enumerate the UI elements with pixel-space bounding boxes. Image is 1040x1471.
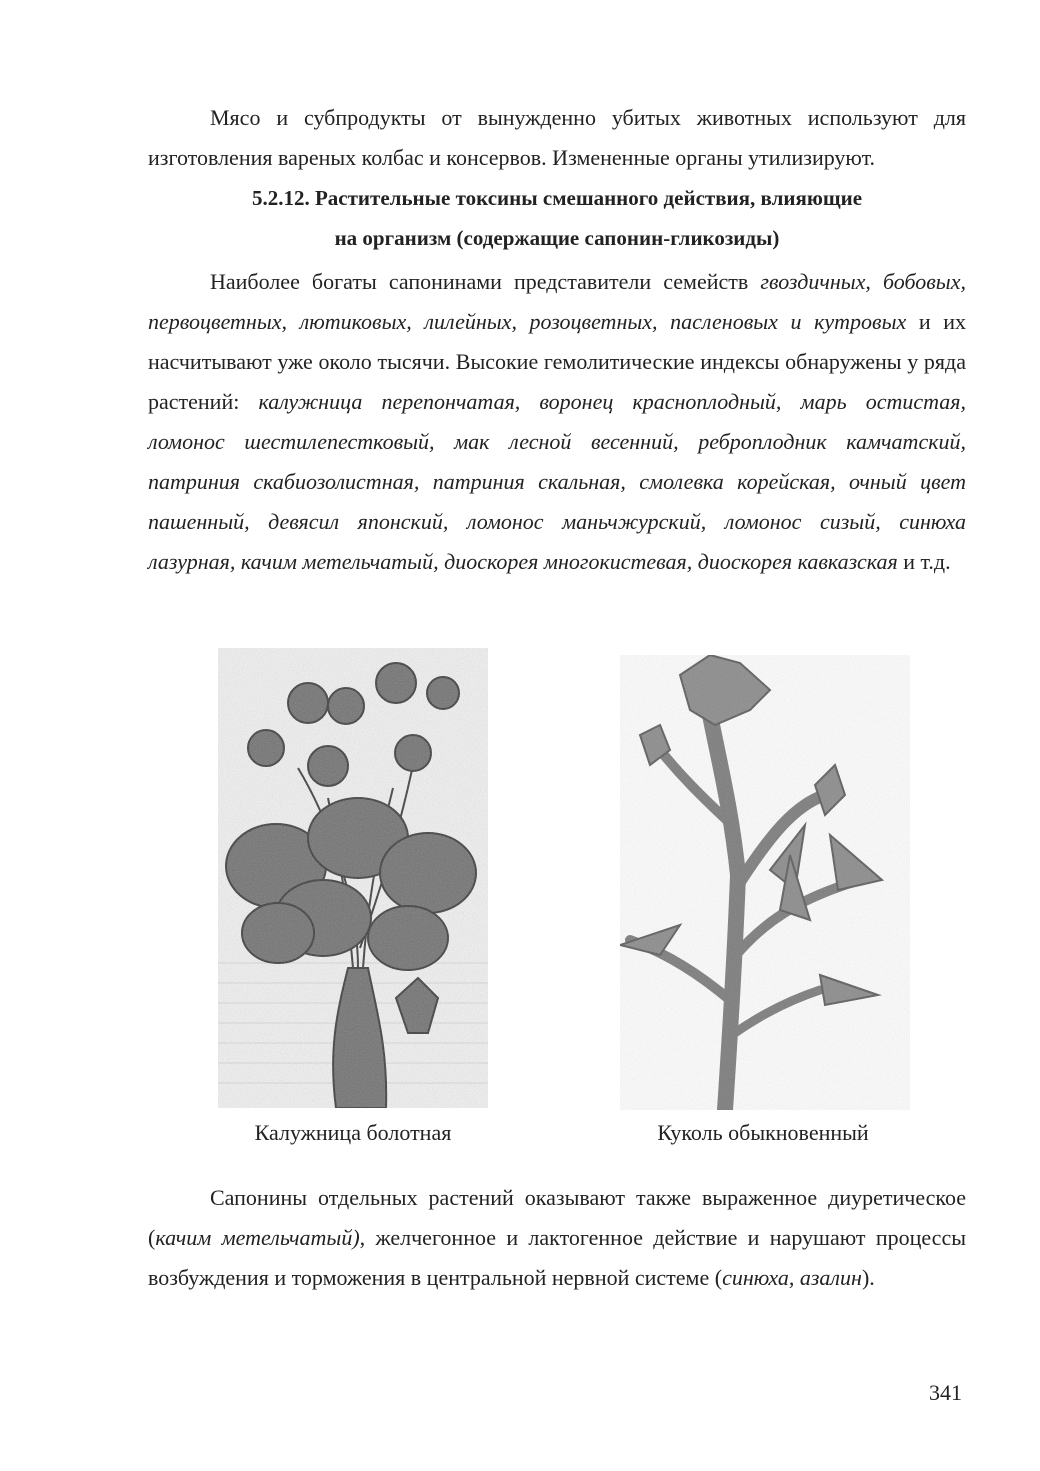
paragraph-diuretic	[148, 1178, 966, 1298]
text-run: и т.д.	[897, 549, 951, 574]
text-run: , желчегонное и лактогенное действие и нарушают процессы возбуждения и торможения в центральной нервной системе (	[148, 1225, 966, 1290]
text-run: ).	[861, 1265, 875, 1290]
figure-caption-right: Куколь обыкновенный	[657, 1120, 869, 1145]
text-run: и их насчитывают уже около тысячи. Высокие гемолитические индексы обнаружены у ряда растений:	[148, 309, 966, 414]
section-heading-line-2: на организм (содержащие сапонин-гликозиды)	[334, 226, 780, 250]
text-run-italic: качим метельчатый)	[155, 1225, 360, 1250]
marsh-marigold-illustration	[218, 648, 488, 1108]
figure-marsh-marigold	[218, 648, 488, 1108]
text-run-italic: синюха, азалин	[722, 1265, 862, 1290]
paragraph-text: Мясо и субпродукты от вынужденно убитых животных используют для изготовления вареных колбас и консервов. Измененные органы утилизируют.	[148, 105, 966, 170]
paragraph-meat-use	[148, 98, 966, 178]
corn-cockle-illustration	[620, 655, 910, 1110]
section-heading-line-1: 5.2.12. Растительные токсины смешанного действия, влияющие	[251, 186, 863, 210]
text-run: Наиболее богаты сапонинами представители семейств	[210, 269, 761, 294]
figure-corn-cockle	[620, 655, 910, 1110]
plants-list: калужница перепончатая, воронец краснoплодный, марь остистая, ломонос шестилепестковый, мак лесной весенний, реброплодник камчатский, патриния скабиозолистная, патриния скальная, смолевка корейская, очный цвет пашенный, девясил японский, ломонос маньчжурский, ломонос сизый, синюха лазурная, качим метельчатый, диоскорея многокистевая, диоскорея кавказская	[148, 389, 966, 574]
figure-caption-left: Калужница болотная	[254, 1120, 452, 1145]
page-number: 341	[929, 1380, 962, 1405]
families-list: гвоздичных, бобовых, первоцветных, лютиковых, лилейных, розоцветных, пасленовых и кутровых	[148, 269, 966, 334]
paragraph-saponins	[148, 262, 966, 582]
text-run: Сапонины отдельных растений оказывают также выраженное диуретическое (	[148, 1185, 966, 1250]
